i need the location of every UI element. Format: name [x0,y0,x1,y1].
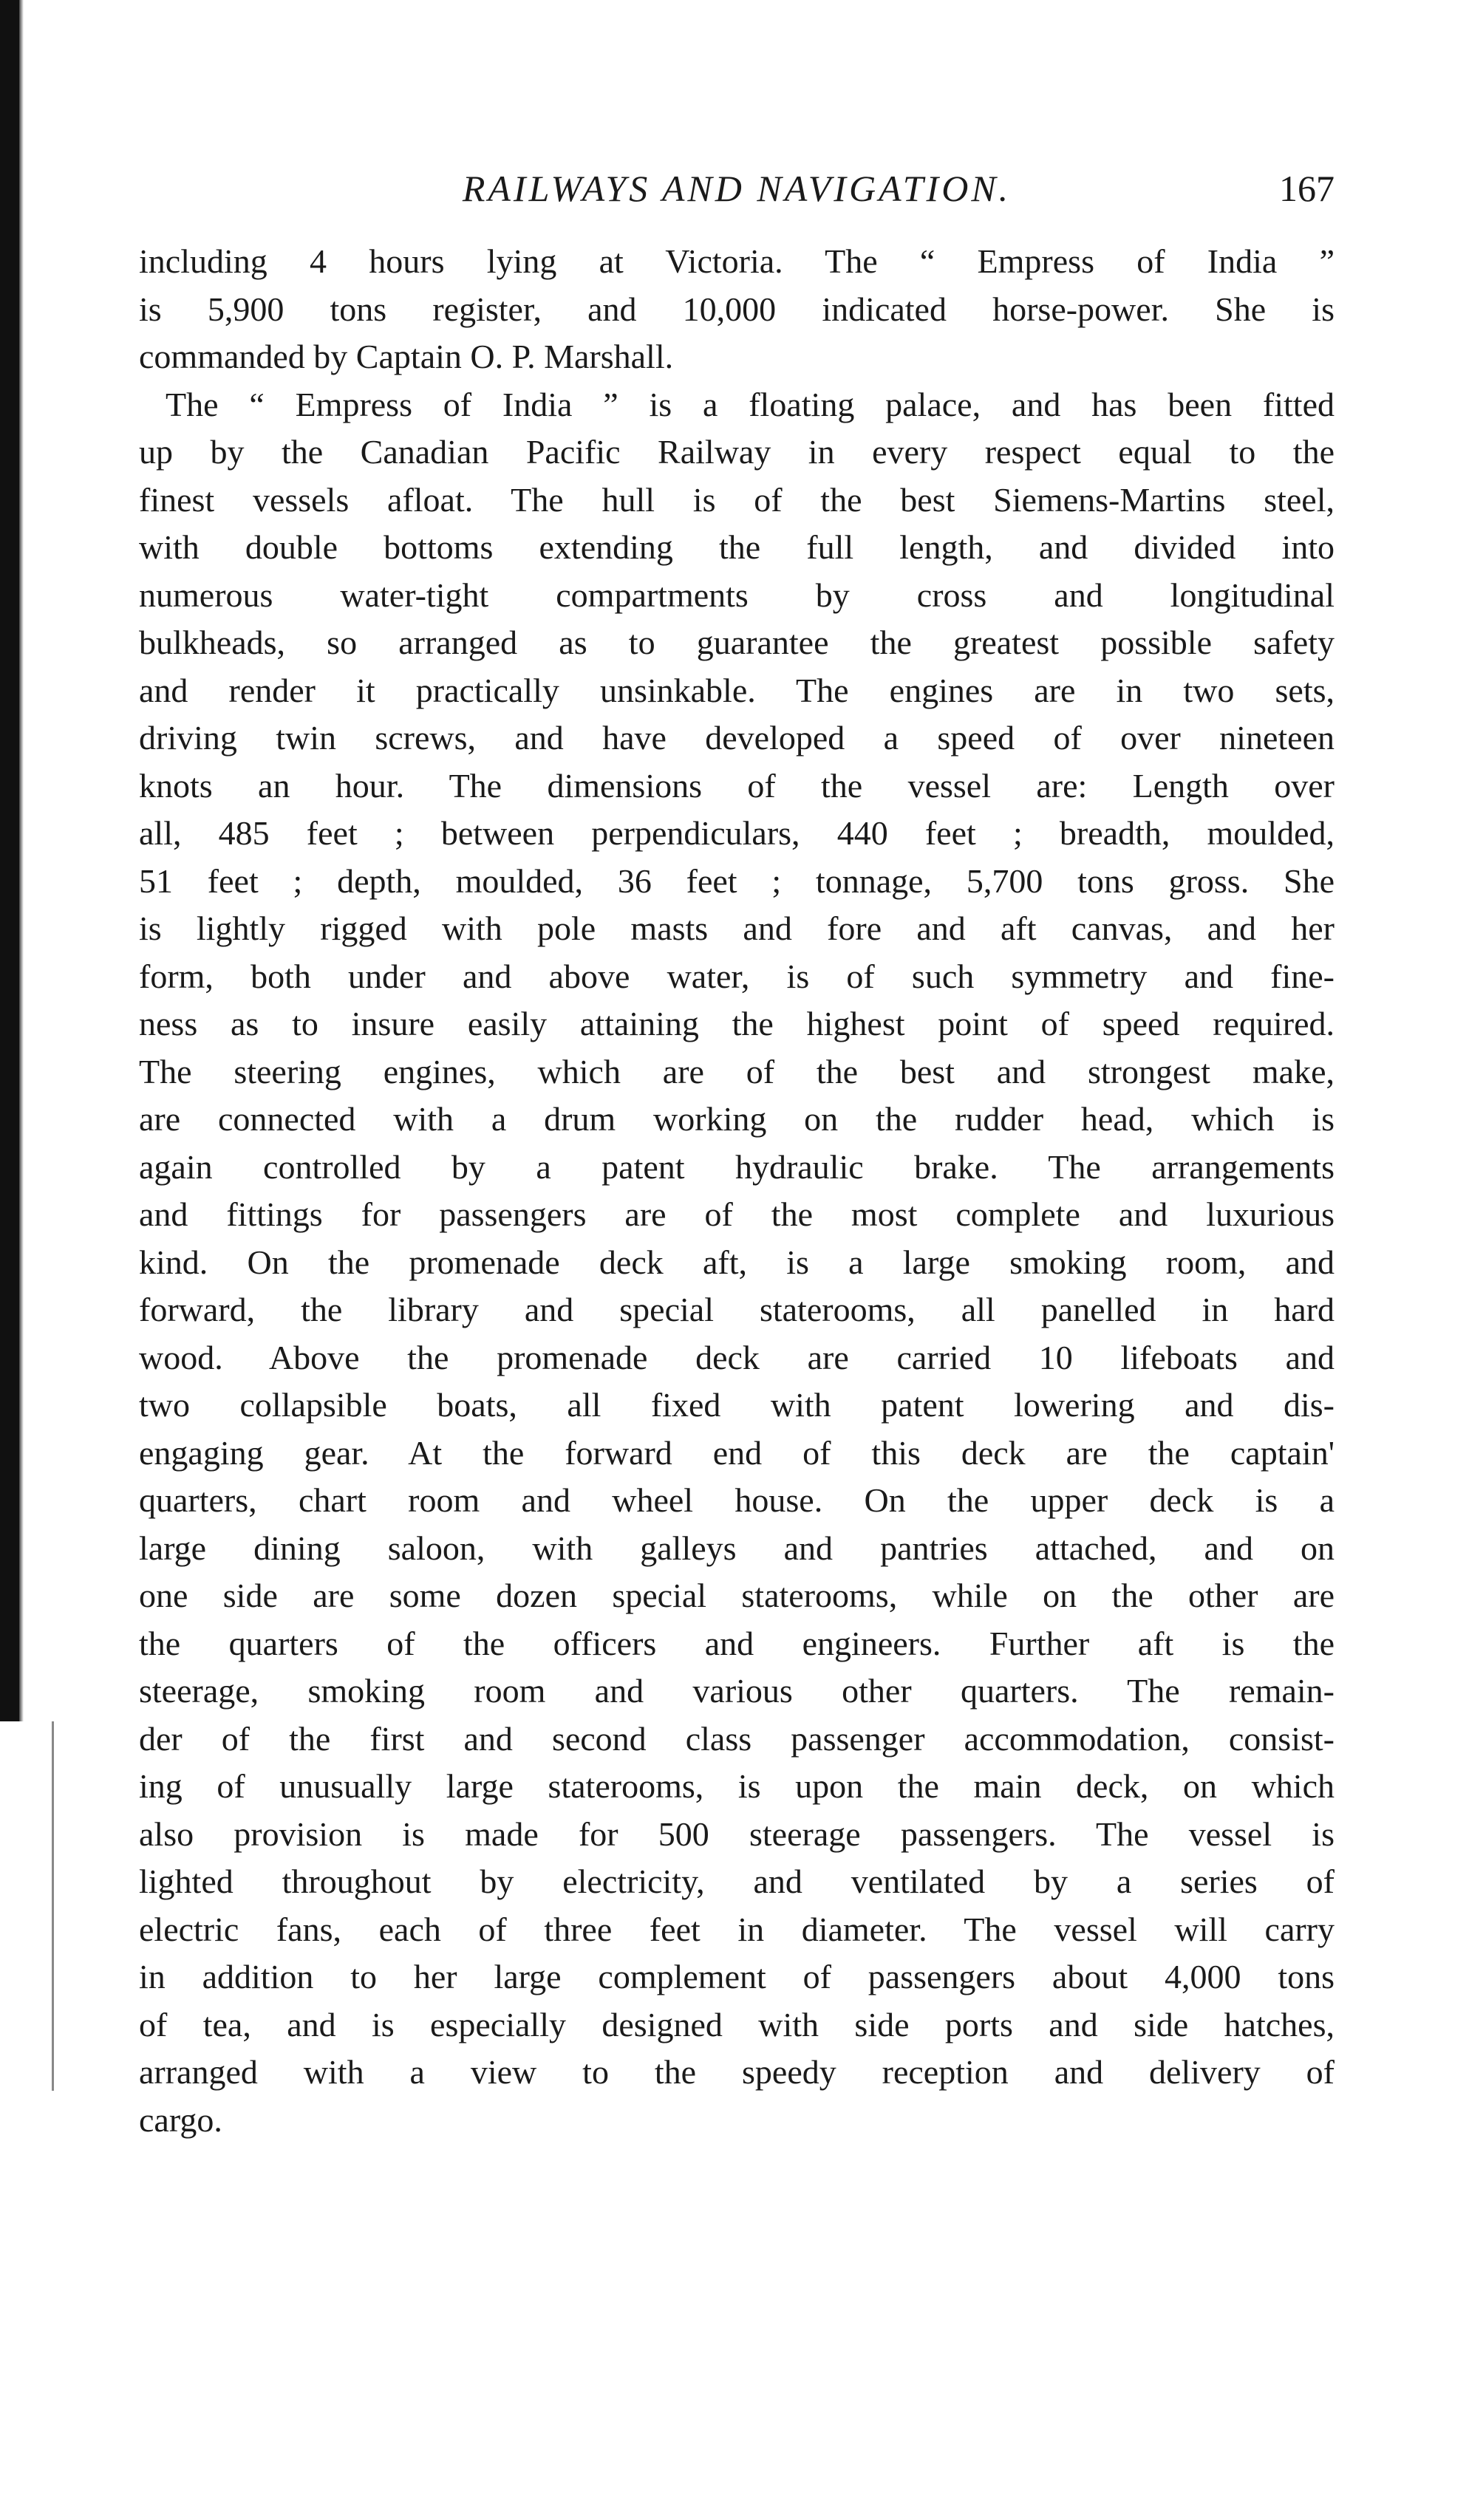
text-line: 51 feet ; depth, moulded, 36 feet ; tonnage, 5,700 tons gross. She [139,861,1335,900]
scan-margin-line [52,1721,54,2091]
text-line: engaging gear. At the forward end of this deck are the captain' [139,1433,1335,1472]
text-line: forward, the library and special staterooms, all panelled in hard [139,1291,1335,1328]
text-line: bulkheads, so arranged as to guarantee the greatest possible safety [139,624,1335,661]
text-line: are connected with a drum working on the rudder head, which is [139,1100,1335,1138]
text-line: with double bottoms extending the full length, and divided into [139,528,1335,566]
paragraph-1 [139,238,1335,381]
page-header [139,159,1335,218]
text-line: steerage, smoking room and various other quarters. The remain- [139,1672,1335,1710]
body-text [139,238,1335,2144]
text-line: kind. On the promenade deck aft, is a large smoking room, and [139,1243,1335,1281]
text-line: wood. Above the promenade deck are carried 10 lifeboats and [139,1338,1335,1376]
page-number: 167 [1279,168,1335,209]
text-line: quarters, chart room and wheel house. On the upper deck is a [139,1481,1335,1519]
text-line: is 5,900 tons register, and 10,000 indicated horse-power. She is [139,290,1335,328]
text-line: up by the Canadian Pacific Railway in every respect equal to the [139,433,1335,471]
text-line: is lightly rigged with pole masts and fore and aft canvas, and her [139,909,1335,947]
text-line: the quarters of the officers and engineers. Further aft is the [139,1624,1335,1662]
text-line: lighted throughout by electricity, and ventilated by a series of [139,1862,1335,1900]
text-line: all, 485 feet ; between perpendiculars, 440 feet ; breadth, moulded, [139,814,1335,852]
text-line: knots an hour. The dimensions of the vessel are: Length over [139,766,1335,805]
text-line: also provision is made for 500 steerage passengers. The vessel is [139,1814,1335,1853]
text-line: numerous water-tight compartments by cross and longitudinal [139,576,1335,614]
text-line: driving twin screws, and have developed a speed of over nineteen [139,719,1335,757]
text-line: ness as to insure easily attaining the highest point of speed required. [139,1005,1335,1042]
text-line: and fittings for passengers are of the most complete and luxurious [139,1195,1335,1233]
text-line: large dining saloon, with galleys and pantries attached, and on [139,1529,1335,1567]
text-line: one side are some dozen special staterooms, while on the other are [139,1577,1335,1614]
text-line: The “ Empress of India ” is a floating palace, and has been fitted [166,385,1335,423]
text-line: and render it practically unsinkable. The engines are in two sets, [139,671,1335,709]
scan-binding-edge [0,0,19,1721]
text-line: including 4 hours lying at Victoria. The “ Empress of India ” [139,242,1335,280]
text-line: of tea, and is especially designed with side ports and side hatches, [139,2005,1335,2043]
text-line: commanded by Captain O. P. Marshall. [139,338,674,375]
text-line: electric fans, each of three feet in diameter. The vessel will carry [139,1910,1335,1948]
running-title: RAILWAYS AND NAVIGATION. [462,168,1012,209]
text-line: cargo. [139,2100,222,2139]
text-line: two collapsible boats, all fixed with patent lowering and dis- [139,1386,1335,1424]
text-line: The steering engines, which are of the best and strongest make, [139,1052,1335,1090]
scan-binding-shadow [19,0,24,1721]
paragraph-2 [139,381,1335,2145]
text-line: form, both under and above water, is of such symmetry and fine- [139,957,1335,995]
text-line: der of the first and second class passenger accommodation, consist- [139,1719,1335,1758]
text-line: in addition to her large complement of passengers about 4,000 tons [139,1958,1335,1995]
text-line: arranged with a view to the speedy reception and delivery of [139,2053,1335,2091]
text-line: ing of unusually large staterooms, is upon the main deck, on which [139,1767,1335,1805]
text-line: again controlled by a patent hydraulic brake. The arrangements [139,1147,1335,1186]
text-line: finest vessels afloat. The hull is of the best Siemens-Martins steel, [139,480,1335,519]
